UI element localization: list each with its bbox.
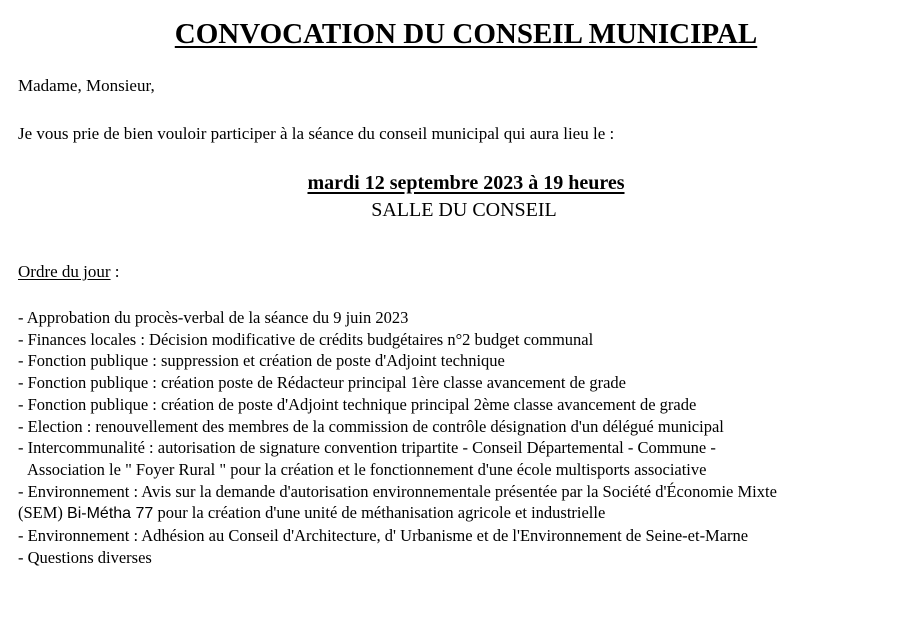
salutation: Madame, Monsieur, — [18, 76, 155, 95]
agenda-item: - Fonction publique : création poste de Rédacteur principal 1ère classe avancement de grade — [18, 373, 626, 393]
agenda-item-prefix: (SEM) — [18, 503, 68, 523]
agenda-list — [18, 307, 777, 568]
agenda-heading-label: Ordre du jour — [18, 262, 111, 281]
meeting-venue: SALLE DU CONSEIL — [371, 199, 557, 221]
intro-text: Je vous prie de bien vouloir participer à la séance du conseil municipal qui aura lieu le : — [18, 124, 615, 143]
agenda-item-suffix: pour la création d'une unité de méthanisation agricole et industrielle — [153, 503, 606, 523]
agenda-item: - Finances locales : Décision modificative de crédits budgétaires n°2 budget communal — [18, 329, 594, 349]
agenda-item: - Election : renouvellement des membres de la commission de contrôle désignation d'un délégué municipal — [18, 416, 724, 436]
agenda-heading-colon: : — [110, 262, 120, 281]
agenda-item: - Environnement : Adhésion au Conseil d'Architecture, d' Urbanisme et de l'Environnement de Seine-et-Marne — [18, 526, 749, 546]
agenda-item: - Approbation du procès-verbal de la séance du 9 juin 2023 — [18, 308, 409, 327]
agenda-item: - Intercommunalité : autorisation de signature convention tripartite - Conseil Départemental - Commune - — [18, 438, 716, 458]
meeting-date: mardi 12 septembre 2023 à 19 heures — [307, 172, 625, 194]
agenda-item-continuation: Association le " Foyer Rural " pour la création et le fonctionnement d'une école multisports associative — [27, 459, 707, 479]
document-title: CONVOCATION DU CONSEIL MUNICIPAL — [174, 18, 758, 50]
company-name: Bi-Métha 77 — [67, 505, 154, 523]
agenda-item-continuation — [18, 502, 777, 525]
agenda-item: - Fonction publique : suppression et création de poste d'Adjoint technique — [18, 351, 505, 371]
agenda-item: - Environnement : Avis sur la demande d'autorisation environnementale présentée par la Société d'Économie Mixte — [18, 481, 777, 501]
agenda-heading — [18, 262, 120, 282]
agenda-item: - Questions diverses — [18, 547, 152, 567]
agenda-item: - Fonction publique : création de poste d'Adjoint technique principal 2ème classe avancement de grade — [18, 394, 697, 414]
